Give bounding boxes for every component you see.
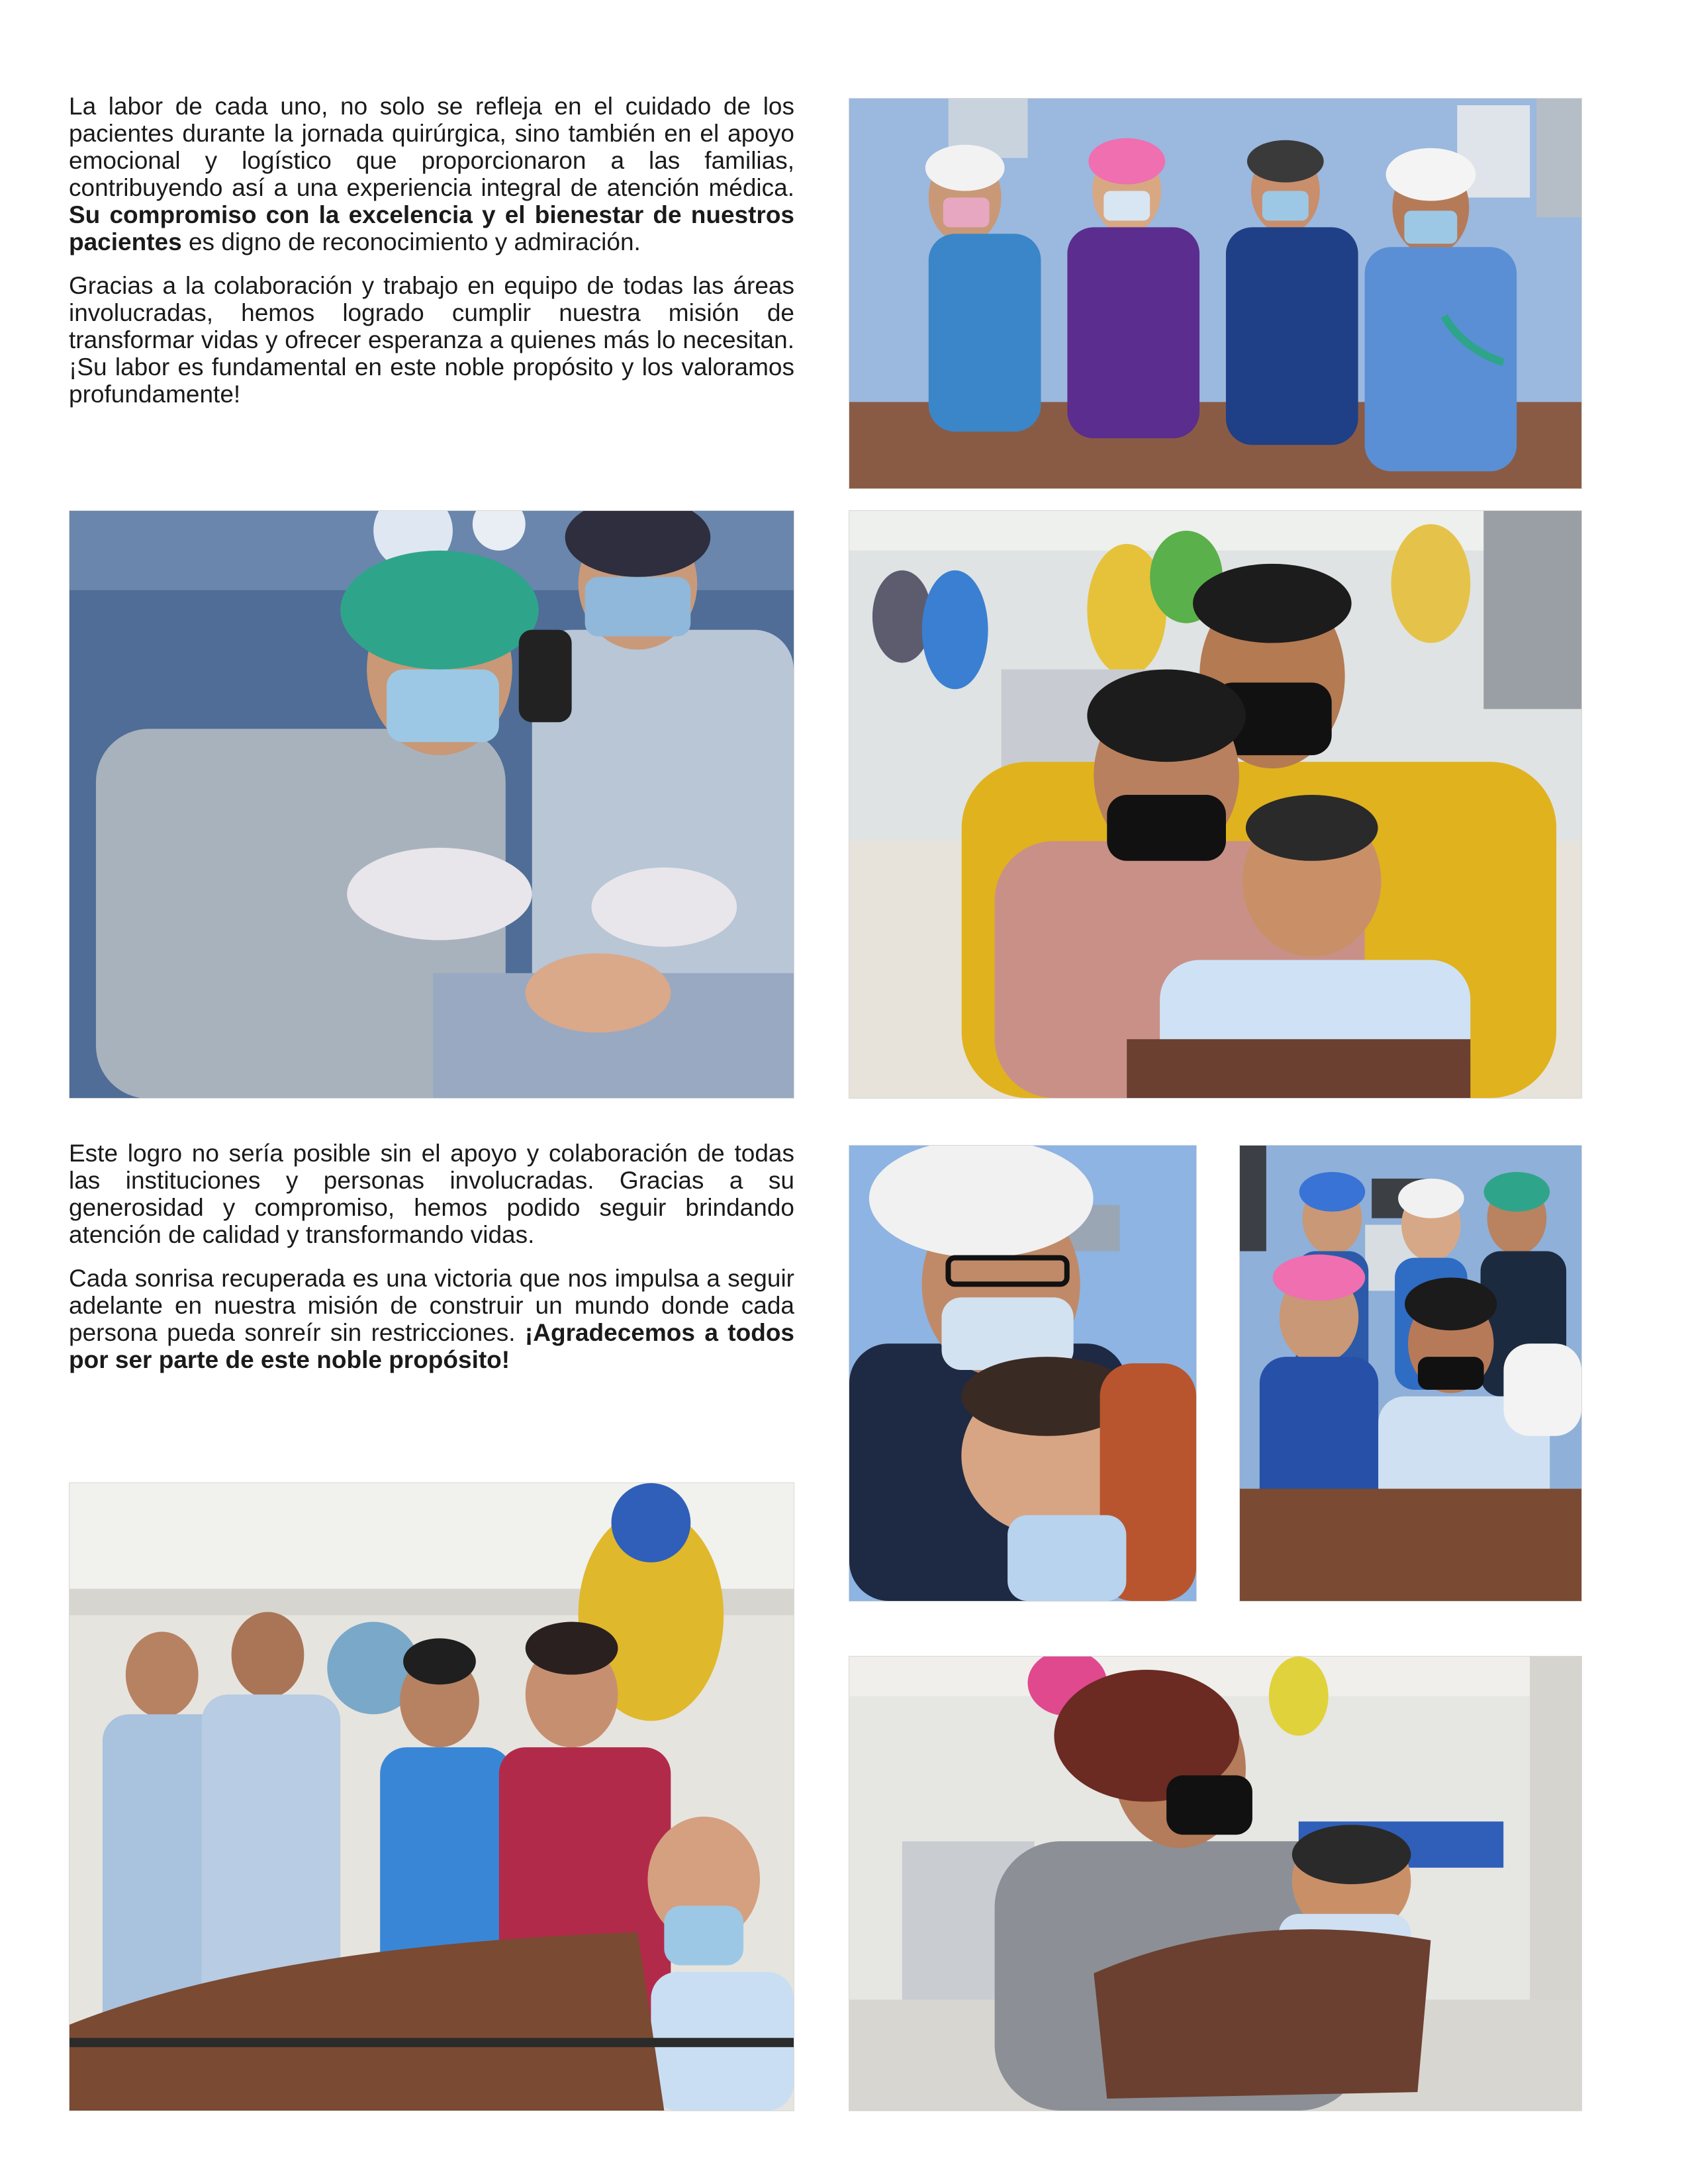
closing-paragraph-2: Cada sonrisa recuperada es una victoria que nos impulsa a seguir adelante en nuestra misión de construir un mundo donde cada persona pueda sonreír sin restricciones. ¡Agradecemos a todos por ser parte de este noble propósito! [69, 1265, 794, 1373]
intro-text-block [69, 93, 794, 424]
photo-surgery [69, 510, 794, 1099]
closing-text-block [69, 1140, 794, 1390]
intro-paragraph-1: La labor de cada uno, no solo se refleja en el cuidado de los pacientes durante la jornada quirúrgica, sino también en el apoyo emocional y logístico que proporcionaron a las familias, contribuyendo así a una experiencia integral de atención médica. Su compromiso con la excelencia y el bienestar de nuestros pacientes es digno de reconocimiento y admiración. [69, 93, 794, 255]
intro-bold-phrase: Su compromiso con la excelencia y el bienestar de nuestros pacientes [69, 201, 794, 255]
photo-nurse-holding-baby [849, 1145, 1197, 1602]
photo-family-with-baby [849, 510, 1582, 1099]
intro-paragraph-2: Gracias a la colaboración y trabajo en equipo de todas las áreas involucradas, hemos logrado cumplir nuestra misión de transformar vidas y ofrecer esperanza a quienes más lo necesitan. ¡Su labor es fundamental en este noble propósito y los valoramos profundamente! [69, 272, 794, 408]
closing-paragraph-1: Este logro no sería posible sin el apoyo y colaboración de todas las instituciones y personas involucradas. Gracias a su generosidad y compromiso, hemos podido seguir brindando atención de calidad y transformando vidas. [69, 1140, 794, 1248]
closing-bold-phrase: ¡Agradecemos a todos por ser parte de este noble propósito! [69, 1319, 794, 1373]
photo-boy-thumbs-up-team [1239, 1145, 1582, 1602]
photo-group-hallway [69, 1482, 794, 2111]
photo-mother-holding-baby [849, 1656, 1582, 2111]
photo-medical-team [849, 98, 1582, 489]
